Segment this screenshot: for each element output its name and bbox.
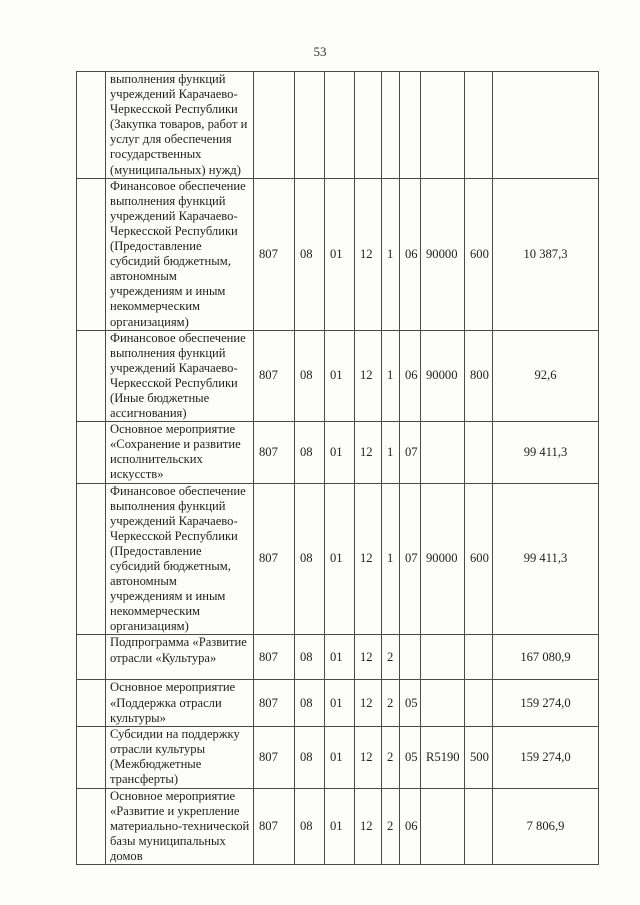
code-measure-cell: 05 [400,726,421,788]
table-row [77,635,599,680]
code-gr-cell: 807 [254,726,295,788]
code-program-cell [355,72,382,179]
code-program-cell: 12 [355,422,382,483]
code-rz-cell: 08 [295,483,325,635]
code-subprogram-cell: 2 [382,635,400,680]
amount-cell: 159 274,0 [493,726,599,788]
code-program-cell: 12 [355,483,382,635]
amount-cell: 167 080,9 [493,635,599,680]
code-measure-cell: 07 [400,483,421,635]
amount-cell: 99 411,3 [493,422,599,483]
code-vr-cell [465,788,493,864]
code-program-cell: 12 [355,178,382,330]
page-number: 53 [313,44,327,59]
code-vr-cell: 600 [465,483,493,635]
row-number-cell [77,483,106,635]
code-direction-cell [421,72,465,179]
code-gr-cell: 807 [254,788,295,864]
code-gr-cell: 807 [254,680,295,726]
code-measure-cell: 06 [400,330,421,422]
code-pr-cell: 01 [325,422,355,483]
row-number-cell [77,178,106,330]
code-gr-cell: 807 [254,483,295,635]
code-direction-cell [421,680,465,726]
code-direction-cell: 90000 [421,330,465,422]
code-pr-cell: 01 [325,483,355,635]
table-row [77,422,599,483]
code-vr-cell: 600 [465,178,493,330]
code-gr-cell [254,72,295,179]
budget-table [76,71,599,865]
amount-cell: 7 806,9 [493,788,599,864]
code-rz-cell: 08 [295,635,325,680]
code-vr-cell: 500 [465,726,493,788]
table-row [77,72,599,179]
table-row [77,680,599,726]
code-measure-cell: 06 [400,178,421,330]
code-rz-cell [295,72,325,179]
item-name-cell: Субсидии на поддержку отрасли культуры (Межбюджетные трансферты) [106,726,254,788]
code-program-cell: 12 [355,635,382,680]
code-pr-cell: 01 [325,788,355,864]
code-measure-cell: 07 [400,422,421,483]
table-row [77,788,599,864]
code-measure-cell: 06 [400,788,421,864]
code-direction-cell: R5190 [421,726,465,788]
code-vr-cell [465,72,493,179]
item-name-cell: Финансовое обеспечение выполнения функций учреждений Карачаево-Черкесской Республики (Предоставление субсидий бюджетным, автономным учреждениям и иным некоммерческим организациям) [106,483,254,635]
code-subprogram-cell: 1 [382,422,400,483]
code-gr-cell: 807 [254,178,295,330]
code-subprogram-cell: 1 [382,330,400,422]
row-number-cell [77,680,106,726]
item-name-cell: Основное мероприятие «Поддержка отрасли культуры» [106,680,254,726]
code-direction-cell: 90000 [421,483,465,635]
code-rz-cell: 08 [295,788,325,864]
row-number-cell [77,422,106,483]
code-vr-cell [465,680,493,726]
code-pr-cell: 01 [325,726,355,788]
code-rz-cell: 08 [295,422,325,483]
code-rz-cell: 08 [295,680,325,726]
code-direction-cell [421,635,465,680]
code-pr-cell: 01 [325,330,355,422]
code-pr-cell: 01 [325,178,355,330]
table-row [77,483,599,635]
code-subprogram-cell: 1 [382,483,400,635]
row-number-cell [77,72,106,179]
code-measure-cell: 05 [400,680,421,726]
amount-cell: 99 411,3 [493,483,599,635]
row-number-cell [77,635,106,680]
code-program-cell: 12 [355,726,382,788]
code-vr-cell [465,422,493,483]
code-subprogram-cell: 2 [382,788,400,864]
code-subprogram-cell: 2 [382,680,400,726]
code-pr-cell [325,72,355,179]
code-pr-cell: 01 [325,635,355,680]
item-name-cell: Финансовое обеспечение выполнения функций учреждений Карачаево-Черкесской Республики (Предоставление субсидий бюджетным, автономным учреждениям и иным некоммерческим организациям) [106,178,254,330]
row-number-cell [77,330,106,422]
row-number-cell [77,726,106,788]
table-row [77,330,599,422]
code-rz-cell: 08 [295,178,325,330]
amount-cell: 10 387,3 [493,178,599,330]
code-gr-cell: 807 [254,635,295,680]
item-name-cell: Финансовое обеспечение выполнения функций учреждений Карачаево-Черкесской Республики (Иные бюджетные ассигнования) [106,330,254,422]
code-subprogram-cell: 1 [382,178,400,330]
code-gr-cell: 807 [254,422,295,483]
code-program-cell: 12 [355,680,382,726]
code-measure-cell [400,635,421,680]
code-vr-cell: 800 [465,330,493,422]
code-direction-cell [421,422,465,483]
code-vr-cell [465,635,493,680]
code-program-cell: 12 [355,330,382,422]
table-row [77,726,599,788]
code-subprogram-cell: 2 [382,726,400,788]
code-direction-cell: 90000 [421,178,465,330]
item-name-cell: Подпрограмма «Развитие отрасли «Культура» [106,635,254,680]
code-measure-cell [400,72,421,179]
table-row [77,178,599,330]
code-subprogram-cell [382,72,400,179]
item-name-cell: Основное мероприятие «Развитие и укрепление материально-технической базы муниципальных домов [106,788,254,864]
code-gr-cell: 807 [254,330,295,422]
code-direction-cell [421,788,465,864]
item-name-cell: Основное мероприятие «Сохранение и развитие исполнительских искусств» [106,422,254,483]
amount-cell [493,72,599,179]
amount-cell: 92,6 [493,330,599,422]
code-program-cell: 12 [355,788,382,864]
amount-cell: 159 274,0 [493,680,599,726]
code-rz-cell: 08 [295,726,325,788]
item-name-cell: выполнения функций учреждений Карачаево-Черкесской Республики (Закупка товаров, работ и услуг для обеспечения государственных (муниципальных) нужд) [106,72,254,179]
code-rz-cell: 08 [295,330,325,422]
code-pr-cell: 01 [325,680,355,726]
row-number-cell [77,788,106,864]
